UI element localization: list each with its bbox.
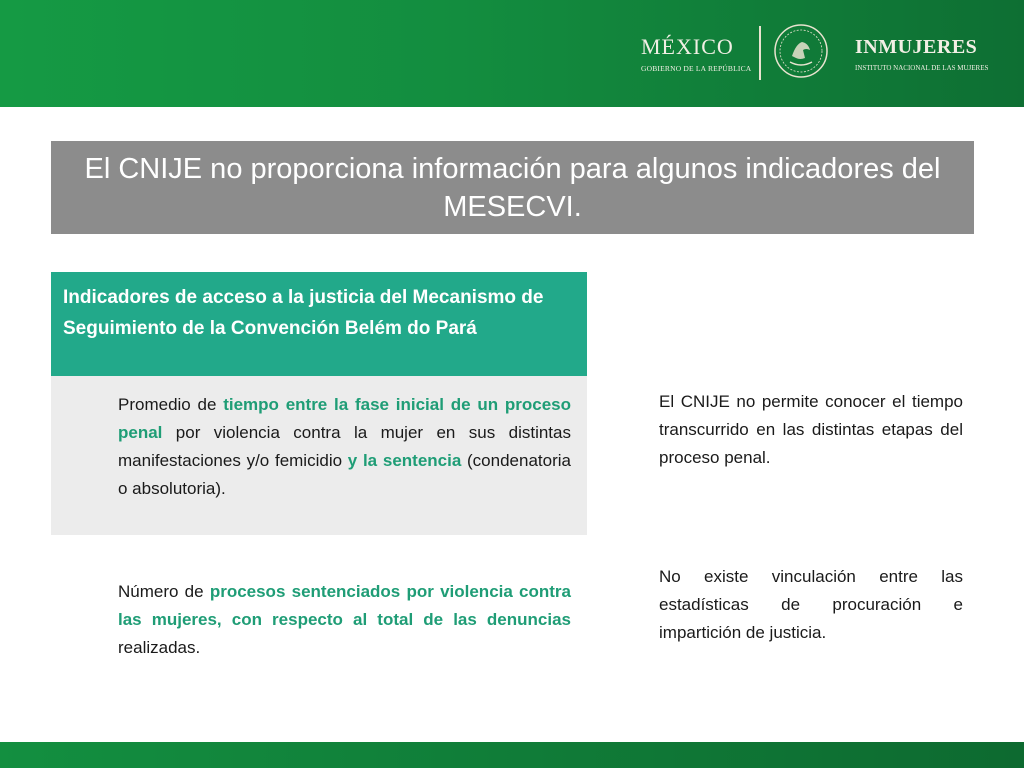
- indicator-2-text-b: realizadas.: [118, 638, 201, 657]
- inmujeres-logo: [855, 34, 989, 72]
- indicator-1-text-c: (condenatoria o absolutoria).: [118, 451, 571, 498]
- mexico-logo: [641, 34, 751, 73]
- slide-title: El CNIJE no proporciona información para algunos indicadores del MESECVI.: [84, 152, 941, 223]
- note-1: El CNIJE no permite conocer el tiempo transcurrido en las distintas etapas del proceso penal.: [659, 392, 963, 467]
- indicator-1: [118, 391, 571, 503]
- indicator-1-text-a: Promedio de: [118, 395, 224, 414]
- slide-title-box: [51, 141, 974, 234]
- bottom-banner: [0, 742, 1024, 768]
- inmujeres-logo-text: INMUJERES: [855, 36, 978, 58]
- mexico-logo-text: MÉXICO: [641, 34, 734, 59]
- indicators-header: Indicadores de acceso a la justicia del Mecanismo de Seguimiento de la Convención Belém do Pará: [51, 272, 587, 376]
- mexico-logo-subtitle: GOBIERNO DE LA REPÚBLICA: [641, 64, 752, 73]
- indicator-1-highlight-b: y la sentencia: [347, 451, 462, 470]
- indicator-2: [118, 578, 571, 662]
- indicator-2-highlight: procesos sentenciados por violencia contra las mujeres, con respecto al total de las denuncias: [118, 582, 571, 629]
- indicator-1-highlight-a: tiempo entre la fase inicial de un proceso penal: [118, 395, 571, 442]
- note-2: No existe vinculación entre las estadísticas de procuración e impartición de justicia.: [659, 567, 963, 642]
- coat-of-arms-seal-icon: [772, 22, 830, 80]
- inmujeres-logo-subtitle: INSTITUTO NACIONAL DE LAS MUJERES: [855, 64, 989, 72]
- indicator-1-text-b: por violencia contra la mujer en sus distintas manifestaciones y/o femicidio: [118, 423, 571, 470]
- logo-divider: [759, 26, 761, 80]
- indicator-2-text-a: Número de: [118, 582, 210, 601]
